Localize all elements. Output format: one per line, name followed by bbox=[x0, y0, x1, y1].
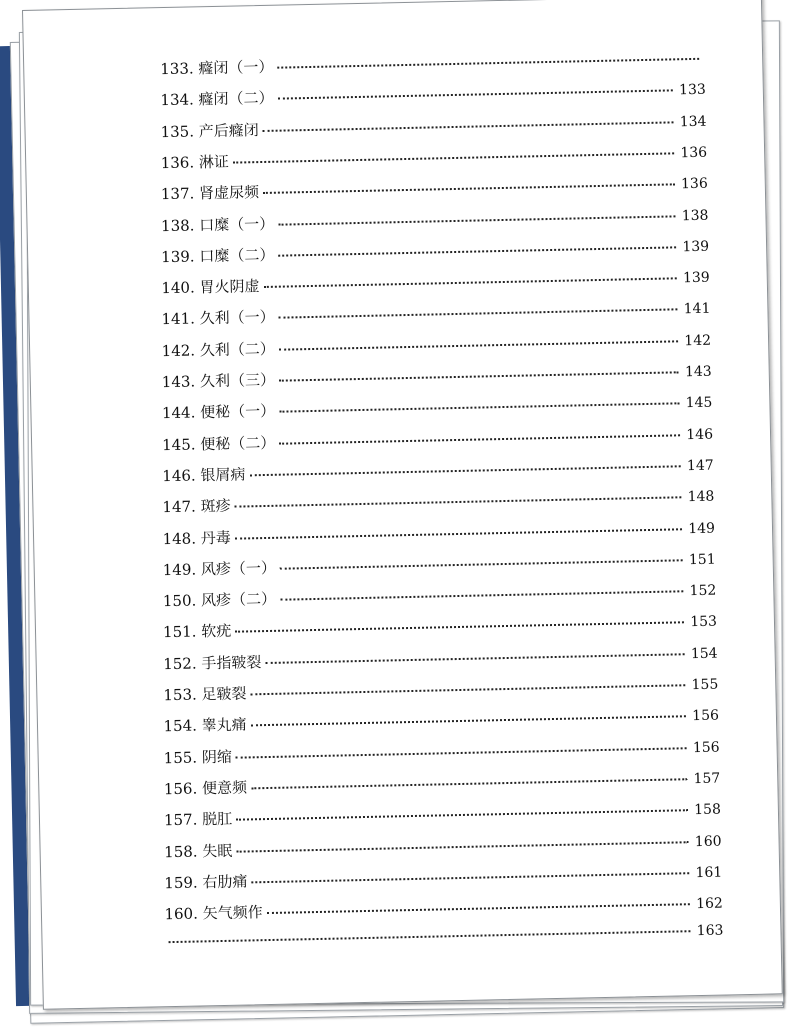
toc-entry-title: 155. 阴缩 bbox=[163, 747, 233, 767]
toc-entry-title: 134. 癃闭（二） bbox=[160, 89, 274, 110]
toc-entry bbox=[162, 360, 712, 393]
toc-entry-title: 156. 便意频 bbox=[163, 778, 248, 799]
toc-entry-title: 150. 风疹（二） bbox=[162, 589, 277, 611]
toc-entry bbox=[163, 547, 716, 580]
toc-entry-title: 145. 便秘（二） bbox=[161, 433, 276, 454]
toc-entry bbox=[160, 109, 706, 141]
toc-dot-leader bbox=[235, 622, 684, 633]
toc-entry-title: 159. 右肋痛 bbox=[164, 872, 248, 893]
toc-entry-title: 147. 斑疹 bbox=[162, 496, 231, 517]
toc-page bbox=[22, 0, 783, 1010]
toc-dot-leader bbox=[169, 931, 691, 944]
toc-entry-title: 142. 久利（二） bbox=[161, 339, 276, 360]
toc-dot-leader bbox=[279, 434, 680, 444]
toc-entry-page: 136 bbox=[680, 144, 708, 162]
toc-entry-title: 133. 癃闭（一） bbox=[160, 57, 274, 79]
toc-entry-page: 154 bbox=[690, 645, 718, 662]
toc-entry-title: 154. 睾丸痛 bbox=[163, 715, 247, 736]
toc-entry bbox=[160, 47, 705, 79]
toc-dot-leader bbox=[263, 121, 674, 132]
toc-entry bbox=[164, 829, 722, 862]
toc-entry-title: 157. 脱肛 bbox=[163, 809, 233, 830]
toc-entry-page: 141 bbox=[683, 301, 711, 318]
toc-entry-page: 148 bbox=[687, 488, 715, 506]
toc-entry-title: 148. 丹毒 bbox=[162, 528, 231, 548]
toc-entry-title: 135. 产后癃闭 bbox=[160, 120, 259, 141]
toc-entry-title: 146. 银屑病 bbox=[162, 465, 246, 486]
toc-dot-leader bbox=[267, 903, 691, 914]
toc-entry-title: 136. 淋证 bbox=[160, 152, 230, 173]
toc-dot-leader bbox=[278, 246, 676, 256]
toc-entry-page: 139 bbox=[682, 238, 710, 256]
toc-entry bbox=[161, 266, 710, 298]
toc-dot-leader bbox=[251, 684, 686, 695]
toc-entry bbox=[163, 641, 718, 674]
toc-entry-title: 153. 足皲裂 bbox=[163, 684, 247, 705]
toc-entry-page: 161 bbox=[695, 864, 723, 881]
toc-dot-leader bbox=[279, 309, 678, 319]
toc-entry-title: 144. 便秘（一） bbox=[161, 402, 276, 423]
toc-dot-leader bbox=[277, 58, 699, 69]
toc-entry bbox=[161, 328, 711, 361]
toc-entry-page: 152 bbox=[689, 582, 717, 600]
toc-entry bbox=[164, 923, 723, 951]
toc-dot-leader bbox=[279, 371, 679, 381]
toc-entry-page: 162 bbox=[695, 895, 724, 913]
toc-entry-title: 143. 久利（三） bbox=[161, 370, 276, 392]
toc-entry-page: 156 bbox=[692, 739, 720, 756]
toc-entry-title: 138. 口糜（一） bbox=[160, 214, 275, 235]
toc-dot-leader bbox=[280, 559, 683, 569]
toc-dot-leader bbox=[235, 496, 682, 507]
toc-entry bbox=[160, 78, 706, 110]
toc-dot-leader bbox=[264, 277, 678, 288]
toc-dot-leader bbox=[279, 340, 679, 350]
toc-entry bbox=[162, 422, 713, 455]
toc-dot-leader bbox=[249, 465, 681, 476]
toc-entry bbox=[161, 141, 708, 173]
toc-entry bbox=[161, 203, 709, 235]
toc-dot-leader bbox=[251, 872, 689, 883]
toc-entry bbox=[161, 234, 709, 266]
toc-dot-leader bbox=[263, 184, 675, 195]
toc-entry bbox=[164, 860, 722, 893]
toc-entry bbox=[164, 892, 723, 925]
toc-dot-leader bbox=[236, 809, 688, 820]
toc-entry bbox=[162, 391, 713, 424]
toc-dot-leader bbox=[233, 152, 675, 163]
toc-entry-page: 136 bbox=[680, 175, 708, 193]
toc-entry-title: 140. 胃火阴虚 bbox=[161, 277, 260, 298]
toc-entry bbox=[162, 454, 714, 487]
toc-entry-page: 153 bbox=[690, 613, 718, 631]
toc-dot-leader bbox=[265, 653, 685, 664]
toc-entry-page: 145 bbox=[685, 394, 713, 412]
toc-entry-title: 139. 口糜（二） bbox=[161, 245, 275, 266]
toc-entry-page: 156 bbox=[692, 707, 720, 725]
toc-entry bbox=[164, 798, 721, 831]
toc-entry-page: 138 bbox=[681, 207, 709, 224]
toc-entry bbox=[164, 766, 721, 799]
toc-entry-page: 151 bbox=[688, 551, 716, 568]
toc-dot-leader bbox=[251, 778, 688, 789]
toc-entry bbox=[161, 297, 710, 329]
toc-entry-page: 158 bbox=[694, 801, 722, 819]
toc-dot-leader bbox=[280, 590, 684, 600]
toc-entry bbox=[163, 579, 717, 612]
toc-entry bbox=[162, 485, 714, 518]
toc-entry-page: 134 bbox=[679, 113, 707, 130]
toc-entry-title: 151. 软疣 bbox=[162, 622, 232, 642]
toc-dot-leader bbox=[235, 528, 683, 539]
toc-entry-page: 155 bbox=[691, 676, 719, 694]
toc-entry-title: 160. 矢气频作 bbox=[164, 903, 263, 924]
toc-dot-leader bbox=[236, 747, 687, 758]
toc-dot-leader bbox=[279, 403, 680, 413]
toc-entry-title: 141. 久利（一） bbox=[161, 308, 275, 329]
toc-dot-leader bbox=[278, 90, 674, 100]
toc-entry-page: 133 bbox=[678, 81, 706, 99]
toc-entry-page: 143 bbox=[684, 363, 712, 381]
toc-entry bbox=[161, 172, 708, 204]
toc-entry-title: 149. 风疹（一） bbox=[162, 558, 277, 579]
toc-entry bbox=[163, 735, 719, 768]
toc-entry-page: 139 bbox=[682, 269, 710, 287]
toc-entry-page: 160 bbox=[694, 833, 722, 850]
toc-entry bbox=[162, 516, 715, 549]
toc-entry-page: 142 bbox=[684, 332, 712, 349]
toc-entry bbox=[163, 610, 717, 643]
toc-dot-leader bbox=[236, 841, 689, 852]
toc-entry-page: 163 bbox=[696, 922, 724, 940]
toc-dot-leader bbox=[251, 716, 687, 727]
toc-entry bbox=[163, 704, 719, 737]
toc-entry-title: 158. 失眠 bbox=[163, 841, 233, 861]
toc-entry-page: 146 bbox=[686, 426, 714, 443]
toc-entry bbox=[163, 673, 718, 706]
toc-entry-title: 137. 肾虚尿频 bbox=[160, 183, 260, 204]
toc-dot-leader bbox=[278, 215, 676, 225]
toc-entry-page: 147 bbox=[686, 457, 714, 475]
toc-entry-page: 149 bbox=[688, 520, 716, 537]
toc-entry-title: 152. 手指皲裂 bbox=[163, 652, 262, 673]
toc-entry-page: 157 bbox=[693, 770, 721, 787]
